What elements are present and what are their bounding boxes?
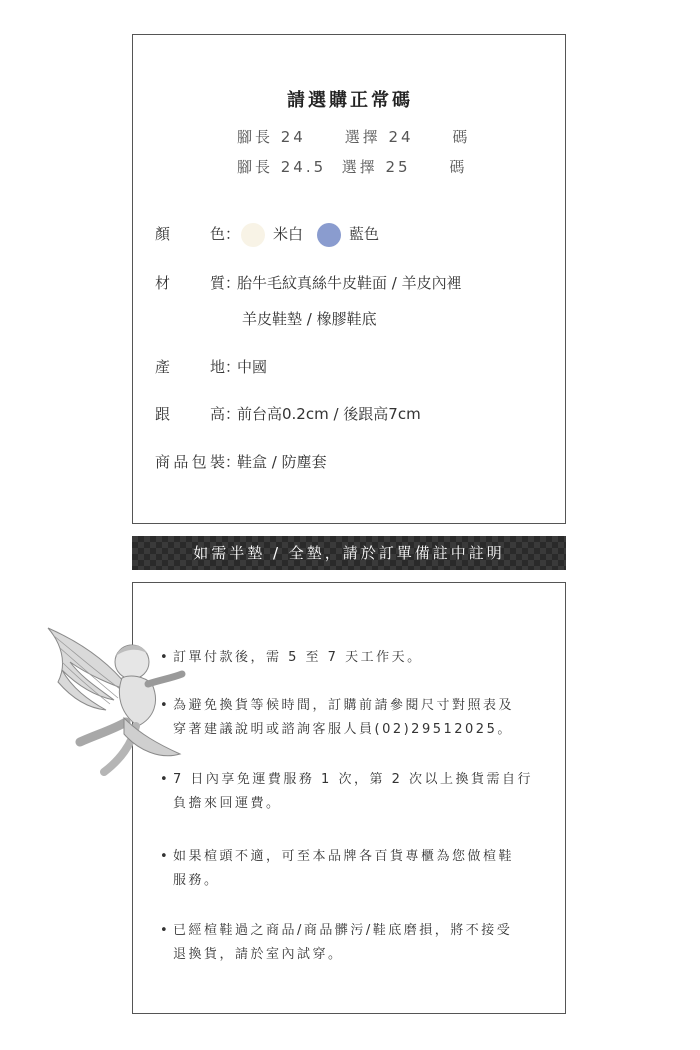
spec-row-packaging (155, 451, 327, 472)
spec-value-heel: 前台高0.2cm / 後跟高7cm (237, 405, 421, 423)
notice-item (160, 919, 550, 967)
color-swatch-blue[interactable] (317, 223, 341, 247)
spec-label-color: 顏色 (155, 225, 225, 243)
notice-line: 已經楦鞋過之商品/商品髒污/鞋底磨損，將不接受 (173, 923, 513, 938)
notice-line: 退換貨，請於室內試穿。 (173, 947, 344, 962)
notice-line: 訂單付款後，需 5 至 7 天工作天。 (173, 650, 423, 665)
spec-row-heel (155, 403, 421, 424)
spec-value-origin: 中國 (237, 358, 268, 376)
notice-item (160, 694, 550, 742)
bullet: • (160, 698, 171, 713)
colon: ： (225, 453, 241, 471)
size-guide-title: 請選購正常碼 (287, 90, 413, 111)
spec-row-material (155, 272, 462, 293)
notice-line: 如果楦頭不適，可至本品牌各百貨專櫃為您做楦鞋 (173, 849, 515, 864)
spec-value-packaging: 鞋盒 / 防塵套 (237, 453, 327, 471)
spec-row-color (155, 222, 379, 247)
color-option-offwhite[interactable]: 米白 (273, 225, 304, 243)
bullet: • (160, 772, 171, 787)
notice-item (160, 646, 550, 670)
notice-line: 負擔來回運費。 (173, 796, 282, 811)
spec-value-material-line2: 羊皮鞋墊 / 橡膠鞋底 (242, 310, 377, 328)
notice-line: 服務。 (173, 873, 220, 888)
notice-item (160, 768, 550, 816)
notice-line: 7 日內享免運費服務 1 次，第 2 次以上換貨需自行 (173, 772, 533, 787)
spec-label-heel: 跟高 (155, 405, 225, 423)
size-guide-line: 腳長 24 選擇 24 碼 (237, 128, 471, 146)
spec-row-origin (155, 356, 267, 377)
spec-value-material: 胎牛毛紋真絲牛皮鞋面 / 羊皮內裡 (237, 274, 462, 292)
spec-label-material: 材質 (155, 274, 225, 292)
spec-label-origin: 產地 (155, 358, 225, 376)
colon: ： (225, 274, 241, 292)
colon: ： (225, 225, 241, 243)
notice-line: 為避免換貨等候時間，訂購前請參閱尺寸對照表及 (173, 698, 515, 713)
notice-item (160, 845, 550, 893)
color-swatch-offwhite[interactable] (241, 223, 265, 247)
insole-notice-banner: 如需半墊 / 全墊，請於訂單備註中註明 (132, 536, 566, 570)
bullet: • (160, 650, 171, 665)
notice-line: 穿著建議說明或諮詢客服人員(02)29512025。 (173, 722, 513, 737)
bullet: • (160, 923, 171, 938)
bullet: • (160, 849, 171, 864)
colon: ： (225, 405, 241, 423)
size-guide-line: 腳長 24.5 選擇 25 碼 (237, 158, 468, 176)
spec-label-packaging: 商品包裝 (155, 453, 225, 471)
color-option-blue[interactable]: 藍色 (349, 225, 380, 243)
colon: ： (225, 358, 241, 376)
